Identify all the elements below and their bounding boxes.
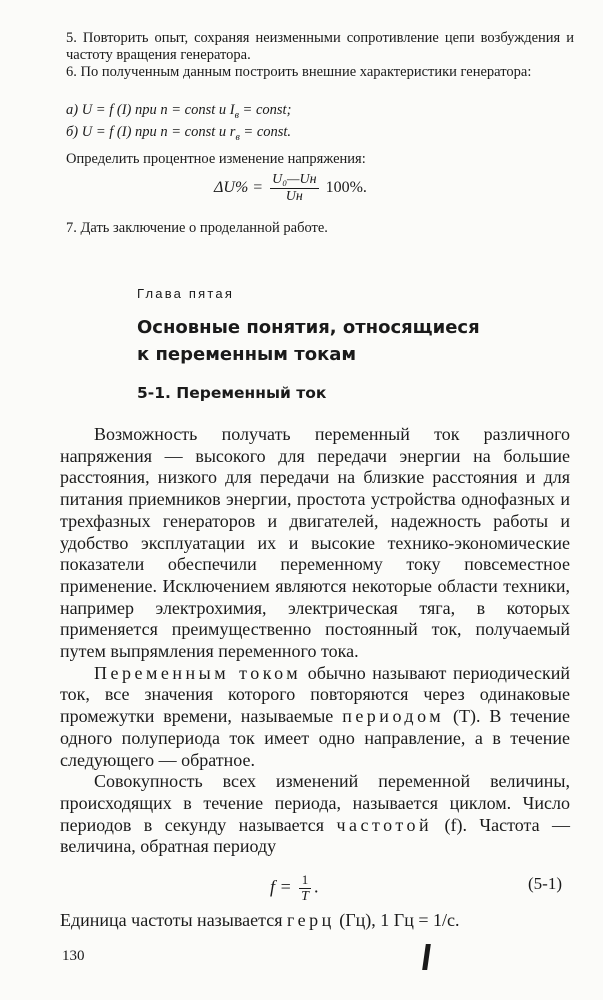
item-7-text: 7. Дать заключение о проделанной работе.	[66, 220, 328, 236]
section-title: 5-1. Переменный ток	[137, 384, 327, 402]
chapter-label: Глава пятая	[137, 286, 235, 301]
body-text	[60, 424, 570, 858]
equation-fraction: $\frac{1}{T}$	[301, 872, 309, 904]
paragraph-1: Возможность получать переменный ток различного напряжения — высокого для передачи энергии на большие расстояния, низкого для передачи на близкие расстояния и для питания приемников энергии, простота устройства однофазных и трехфазных генераторов и двигателей, надежность работы и удобство эксплуатации их и высокие технико-экономические показатели обеспечили переменному току повсеместное применение. Исключением являются некоторые области техники, например электрохимия, электрическая тяга, в которых применяется преимущественно постоянный ток, получаемый путем выпрямления переменного тока.	[60, 424, 570, 662]
frequency-equation: f = $\frac{1}{T}$ .	[270, 872, 319, 904]
chapter-title: Основные понятия, относящиеся к переменным токам	[137, 317, 480, 365]
paragraph-2: Переменным током обычно называют периодический ток, все значения которого повторяются через одинаковые промежутки времени, называемые периодом (T). В течение одного полупериода ток имеет одно направление, а в течение следующего — обратное.	[60, 662, 570, 770]
item-5-text: 5. Повторить опыт, сохраняя неизменными сопротивление цепи возбуждения и частоту вращения генератора.	[66, 30, 574, 63]
determine-text: Определить процентное изменение напряжения:	[66, 151, 366, 167]
item-6-text: 6. По полученным данным построить внешние характеристики генератора:	[66, 64, 532, 80]
formula-fraction: $\frac{\text{U₀—Uн}}{Uн}$	[272, 172, 317, 204]
last-line-text: Единица частоты называется герц (Гц), 1 Гц = 1/с.	[60, 910, 460, 930]
equation-number: (5-1)	[528, 874, 562, 893]
condition-b: б) U = f (I) при n = const и $r_в$ = const.	[66, 124, 292, 143]
print-mark	[422, 944, 431, 970]
page-number: 130	[62, 948, 85, 964]
condition-a: а) U = f (I) при n = const и $I_в$ = const;	[66, 102, 292, 121]
paragraph-3: Совокупность всех изменений переменной величины, происходящих в течение периода, называется циклом. Число периодов в секунду называется частотой (f). Частота — величина, обратная периоду	[60, 771, 570, 857]
voltage-change-formula: ΔU% = $\frac{\text{U₀—Uн}}{Uн}$ 100%.	[214, 172, 367, 204]
